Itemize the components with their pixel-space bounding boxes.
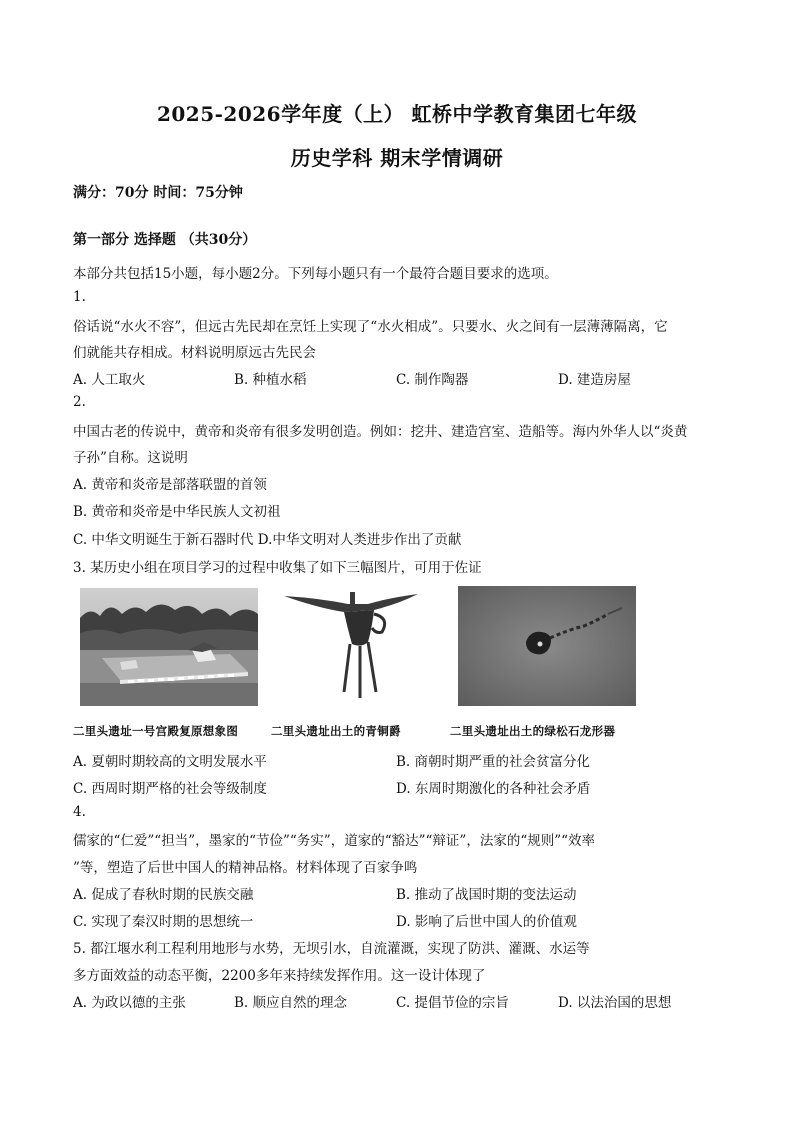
exam-meta: 满分：70分 时间：75分钟: [73, 185, 243, 201]
q3-option-a: A. 夏朝时期较高的文明发展水平: [73, 754, 267, 770]
bronze-jue-image: [278, 588, 428, 706]
q4-option-a: A. 促成了春秋时期的民族交融: [73, 887, 254, 903]
q5-stem-line2: 多方面效益的动态平衡，2200多年来持续发挥作用。这一设计体现了: [73, 968, 486, 984]
q5-option-c: C. 提倡节俭的宗旨: [396, 995, 509, 1011]
exam-title-line1: 2025-2026学年度（上） 虹桥中学教育集团七年级: [156, 102, 638, 126]
q1-number: 1.: [73, 289, 86, 305]
q3-stem: 3. 某历史小组在项目学习的过程中收集了如下三幅图片，可用于佐证: [73, 560, 482, 576]
q4-stem-line2: ”等，塑造了后世中国人的精神品格。材料体现了百家争鸣: [73, 860, 418, 876]
image-caption-dragon: 二里头遗址出土的绿松石龙形器: [450, 724, 616, 738]
q2-option-b: B. 黄帝和炎帝是中华民族人文初祖: [73, 504, 281, 520]
q3-option-b: B. 商朝时期严重的社会贫富分化: [396, 754, 591, 770]
section-instructions: 本部分共包括15小题，每小题2分。下列每小题只有一个最符合题目要求的选项。: [73, 266, 558, 282]
image-caption-palace: 二里头遗址一号宫殿复原想象图: [73, 724, 239, 738]
q1-option-c: C. 制作陶器: [396, 372, 469, 388]
q5-stem-line1: 5. 都江堰水利工程利用地形与水势，无坝引水，自流灌溉，实现了防洪、灌溉、水运等: [73, 941, 590, 957]
q1-stem-line2: 们就能共存相成。材料说明原远古先民会: [73, 345, 316, 361]
q4-option-b: B. 推动了战国时期的变法运动: [396, 887, 577, 903]
q2-number: 2.: [73, 394, 86, 410]
q3-option-c: C. 西周时期严格的社会等级制度: [73, 781, 267, 797]
q5-option-b: B. 顺应自然的理念: [234, 995, 348, 1011]
q1-option-b: B. 种植水稻: [234, 372, 307, 388]
turquoise-dragon-image: [458, 586, 636, 706]
q4-stem-line1: 儒家的“仁爱”“担当”，墨家的“节俭”“务实”，道家的“豁达”“辩证”，法家的“规则”“效率: [73, 833, 596, 849]
image-caption-jue: 二里头遗址出土的青铜爵: [271, 724, 401, 738]
q1-stem-line1: 俗话说“水火不容”，但远古先民却在烹饪上实现了“水火相成”。只要水、火之间有一层薄薄隔离，它: [73, 319, 668, 335]
exam-title-line2: 历史学科 期末学情调研: [290, 146, 504, 170]
q2-option-a: A. 黄帝和炎帝是部落联盟的首领: [73, 477, 267, 493]
q2-stem-line1: 中国古老的传说中，黄帝和炎帝有很多发明创造。例如：挖井、建造宫室、造船等。海内外华人以“炎黄: [73, 424, 688, 440]
q2-stem-line2: 子孙”自称。这说明: [73, 450, 188, 466]
q5-option-a: A. 为政以德的主张: [73, 995, 186, 1011]
section-heading: 第一部分 选择题 （共30分）: [73, 232, 257, 248]
q1-option-d: D. 建造房屋: [558, 372, 631, 388]
q4-option-c: C. 实现了秦汉时期的思想统一: [73, 914, 254, 930]
palace-reconstruction-image: [80, 588, 258, 706]
q3-option-d: D. 东周时期激化的各种社会矛盾: [396, 781, 591, 797]
q2-option-cd: C. 中华文明诞生于新石器时代 D.中华文明对人类进步作出了贡献: [73, 532, 462, 548]
q5-option-d: D. 以法治国的思想: [558, 995, 672, 1011]
q4-number: 4.: [73, 804, 86, 820]
q4-option-d: D. 影响了后世中国人的价值观: [396, 914, 577, 930]
q1-option-a: A. 人工取火: [73, 372, 146, 388]
